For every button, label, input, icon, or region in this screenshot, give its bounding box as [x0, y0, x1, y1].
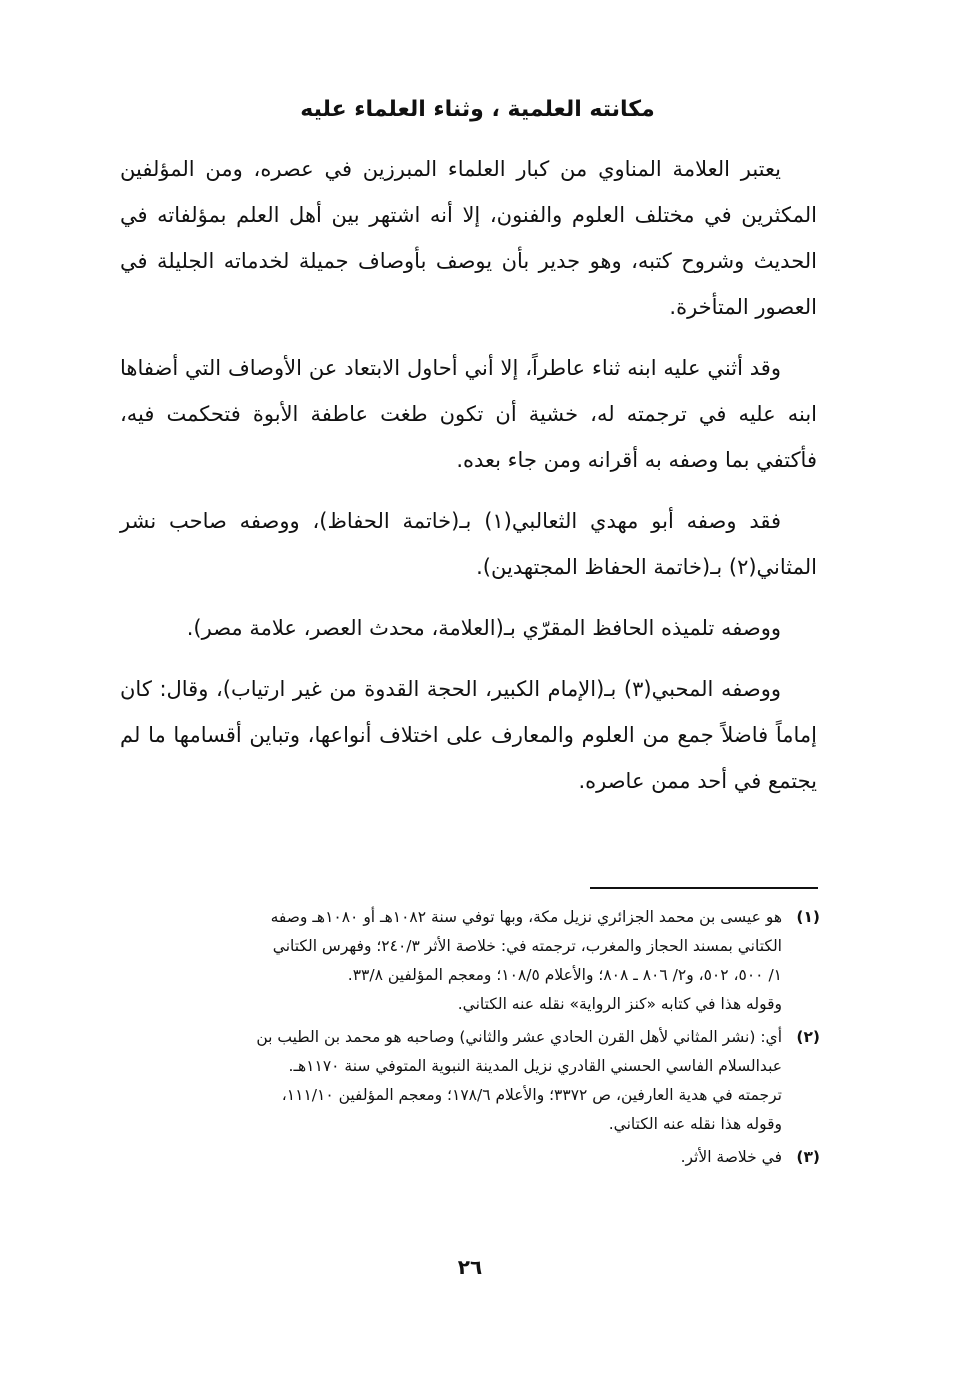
- footnote-line: وقوله هذا في كتابه «كنز الرواية» نقله عنه الكتاني.: [457, 995, 782, 1013]
- footnote-line: ١/ ٥٠٠، ٥٠٢، و٢/ ٨٠٦ ـ ٨٠٨؛ والأعلام ١٠٨/٥؛ ومعجم المؤلفين ٣٣/٨.: [347, 966, 782, 984]
- footnote-line: وقوله هذا نقله عنه الكتاني.: [608, 1115, 782, 1133]
- paragraph: يعتبر العلامة المناوي من كبار العلماء المبرزين في عصره، ومن المؤلفين المكثرين في مختلف العلوم والفنون، إلا أنه اشتهر بين أهل العلم بمؤلفاته في الحديث وشروح كتبه، وهو جدير بأن يوصف بأوصاف جميلة لخدماته الجليلة في العصور المتأخرة.: [120, 157, 817, 319]
- footnote-number: (٣): [796, 1148, 820, 1166]
- footnote-separator: [590, 887, 818, 889]
- page-number: ٢٦: [457, 1255, 483, 1279]
- main-text: [120, 146, 817, 819]
- footnote-number: (٢): [796, 1028, 820, 1046]
- footnotes: [120, 903, 820, 1176]
- footnote-number: (١): [796, 908, 820, 926]
- paragraph: فقد وصفه أبو مهدي الثعالبي(١) بـ(خاتمة الحفاظ)، ووصفه صاحب نشر المثاني(٢) بـ(خاتمة الحفاظ المجتهدين).: [120, 509, 817, 579]
- paragraph: ووصفه تلميذه الحافظ المقرّي بـ(العلامة، محدث العصر، علامة مصر).: [186, 616, 781, 640]
- footnote-line: عبدالسلام الفاسي الحسني القادري نزيل المدينة النبوية المتوفي سنة ١١٧٠هـ.: [288, 1057, 782, 1075]
- footnote-1: [120, 903, 820, 1019]
- footnote-line: ترجمته في هدية العارفين، ص ٣٣٧٢؛ والأعلام ١٧٨/٦؛ ومعجم المؤلفين ١١١/١٠،: [281, 1086, 782, 1104]
- footnote-line: في خلاصة الأثر.: [680, 1148, 782, 1166]
- footnote-line: أي: (نشر المثاني لأهل القرن الحادي عشر والثاني) وصاحبه هو محمد بن الطيب بن: [256, 1028, 782, 1046]
- footnote-line: هو عيسى بن محمد الجزائري نزيل مكة، وبها توفي سنة ١٠٨٢هـ أو ١٠٨٠هـ وصفه: [270, 908, 782, 926]
- footnote-2: [120, 1023, 820, 1139]
- footnote-line: الكتاني بمسند الحجاز والمغرب، ترجمته في: خلاصة الأثر ٢٤٠/٣؛ وفهرس الكتاني: [272, 937, 782, 955]
- paragraph: وقد أثني عليه ابنه ثناء عاطراً، إلا أني أحاول الابتعاد عن الأوصاف التي أضفاها ابنه عليه في ترجمته له، خشية أن تكون طغت عاطفة الأبوة فتحكمت فيه، فأكتفي بما وصفه به أقرانه ومن جاء بعده.: [120, 356, 817, 472]
- chapter-heading: مكانته العلمية ، وثناء العلماء عليه: [300, 97, 655, 122]
- footnote-3: [120, 1143, 820, 1172]
- paragraph: ووصفه المحبي(٣) بـ(الإمام الكبير، الحجة القدوة من غير ارتياب)، وقال: كان إماماً فاضلاً جمع من العلوم والمعارف على اختلاف أنواعها، وتباين أقسامها ما لم يجتمع في أحد ممن عاصره.: [120, 677, 817, 793]
